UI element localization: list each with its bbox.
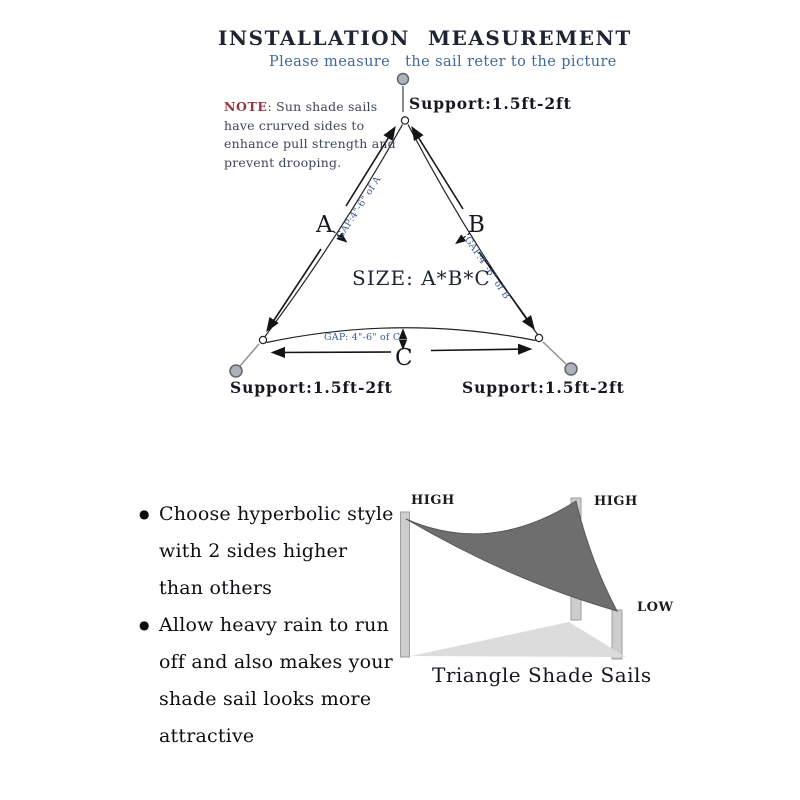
sail-corner-ring-right [535,334,542,341]
illustration-caption: Triangle Shade Sails [432,663,652,687]
list-item [139,496,397,607]
note-label: NOTE [224,99,268,114]
sail-corner-ring-left [259,336,266,343]
shade-sail [406,501,617,611]
bullet-dot [139,607,159,644]
arrow-c-right [431,349,530,351]
tip-text-2: Allow heavy rain to run off and also makes your shade sail looks more attractive [159,614,393,747]
side-label-a: A [316,212,333,238]
page-title-installation: INSTALLATION [218,26,410,50]
size-label: SIZE: A*B*C [352,266,491,290]
post-left [401,512,410,657]
side-label-b: B [468,212,485,238]
gap-label-c: GAP: 4"-6" of C [324,332,401,343]
right-anchor-line [543,342,566,364]
high-label-left: HIGH [411,493,455,508]
note-block [224,98,406,172]
tips-list [139,496,397,755]
left-anchor-point [230,365,242,377]
tip-text-1: Choose hyperbolic style with 2 sides higher than others [159,503,394,599]
side-label-c: C [395,345,413,371]
top-anchor-point [398,74,409,85]
list-item [139,607,397,755]
right-anchor-point [565,363,577,375]
arrow-b-upper [413,128,464,209]
page-subtitle: Please measure the sail reter to the picture [269,54,617,70]
arrow-a-lower [268,249,322,330]
sail-edge-c [267,328,536,343]
high-label-right: HIGH [594,494,638,509]
note-text: : Sun shade sails have crurved sides to enhance pull strength and prevent drooping. [224,99,396,170]
arrow-c-left [273,352,391,353]
support-label-bottom-left: Support:1.5ft-2ft [230,378,393,397]
page-title-measurement: MEASUREMENT [428,26,632,50]
low-label: LOW [637,600,674,615]
bullet-dot [139,496,159,533]
gap-label-b: GAP:4"-6" of B [462,234,512,302]
support-label-bottom-right: Support:1.5ft-2ft [462,378,625,397]
gap-label-a: GAP:4"-6" of A [334,174,384,242]
left-anchor-line [240,344,259,366]
support-label-top: Support:1.5ft-2ft [409,94,572,113]
sail-shadow [411,622,626,657]
